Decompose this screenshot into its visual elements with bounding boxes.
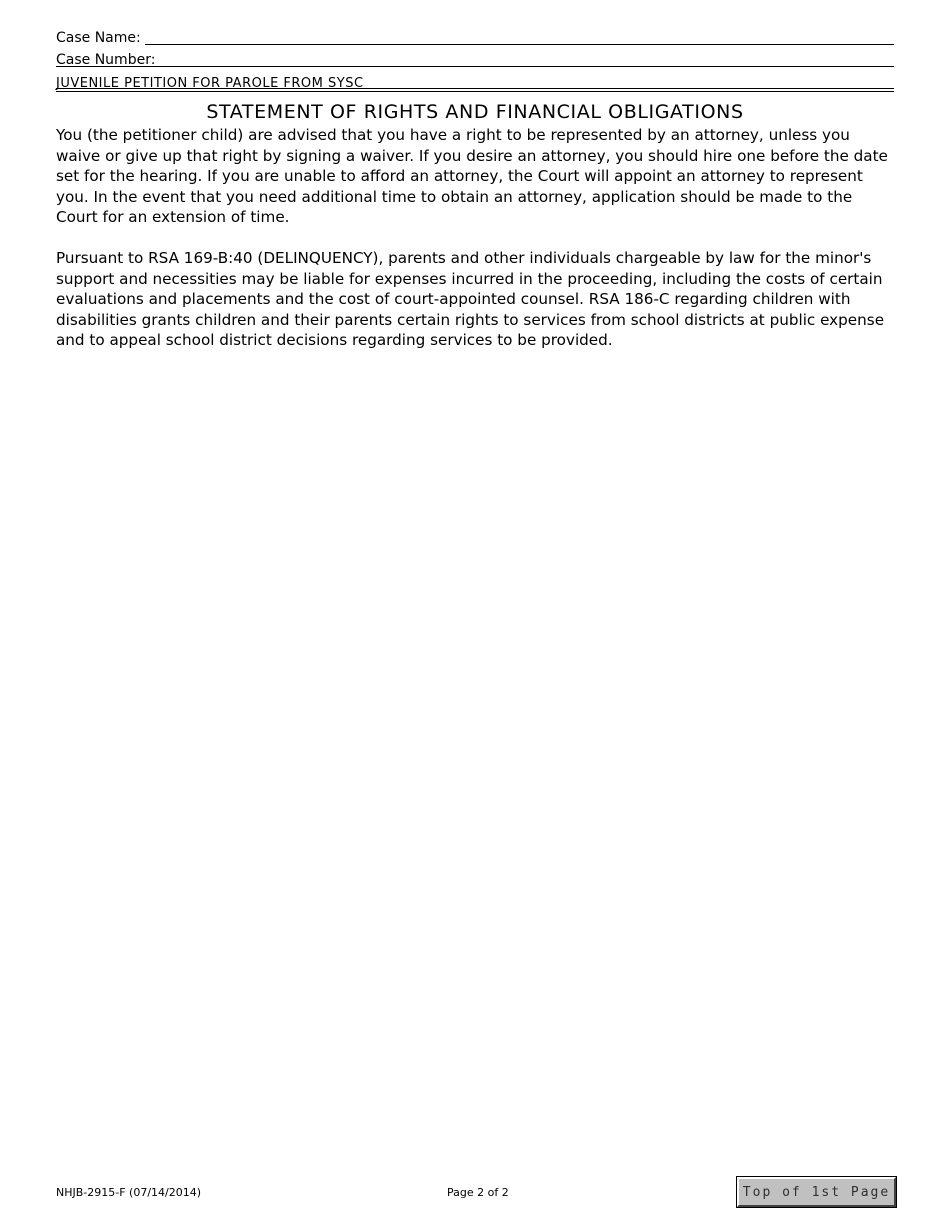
divider-top [56,66,894,67]
case-number-row [56,48,894,68]
divider-double-upper [56,88,894,89]
top-of-first-page-button[interactable]: Top of 1st Page [737,1177,896,1207]
page-indicator: Page 2 of 2 [447,1186,509,1199]
form-title-row [56,72,894,92]
case-name-field[interactable] [145,30,894,45]
case-number-label: Case Number: [56,52,156,68]
form-title: JUVENILE PETITION FOR PAROLE FROM SYSC [56,76,364,91]
statement-heading: STATEMENT OF RIGHTS AND FINANCIAL OBLIGATIONS [206,101,744,123]
case-name-row [56,26,894,46]
case-number-field[interactable] [159,52,894,67]
case-name-label: Case Name: [56,30,141,46]
financial-obligations-paragraph: Pursuant to RSA 169-B:40 (DELINQUENCY), parents and other individuals chargeable by law for the minor's support and necessities may be liable for expenses incurred in the proceeding, including the costs of certain evaluations and placements and the cost of court-appointed counsel. RSA 186-C regarding children with disabilities grants children and their parents certain rights to services from school districts at public expense and to appeal school district decisions regarding services to be provided. [56,249,885,350]
form-id: NHJB-2915-F (07/14/2014) [56,1186,202,1199]
rights-paragraph: You (the petitioner child) are advised that you have a right to be represented by an attorney, unless you waive or give up that right by signing a waiver. If you desire an attorney, you should hire one before the date set for the hearing. If you are unable to afford an attorney, the Court will appoint an attorney to represent you. In the event that you need additional time to obtain an attorney, application should be made to the Court for an extension of time. [56,126,888,227]
divider-double-lower [56,91,894,92]
